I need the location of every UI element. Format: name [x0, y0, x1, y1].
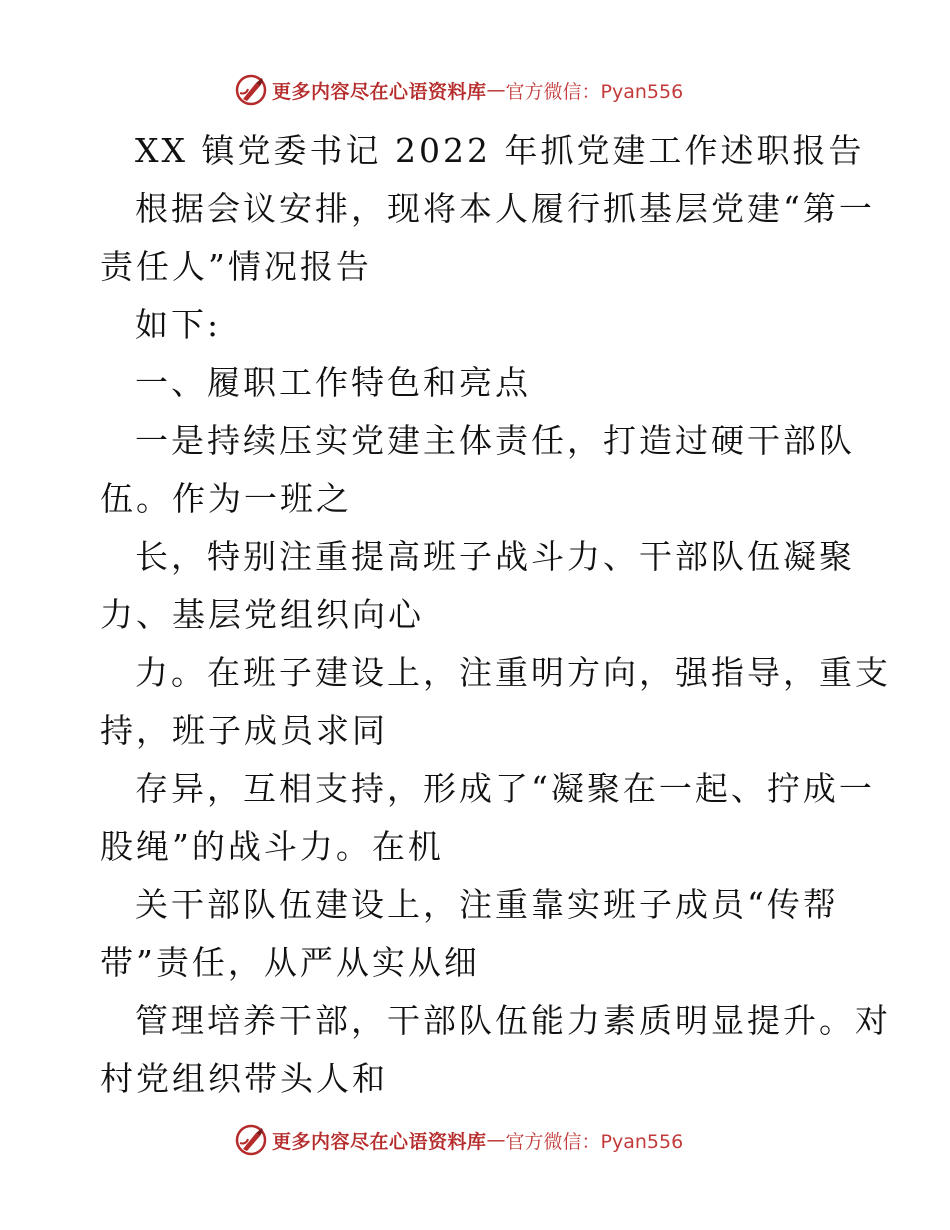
quill-pen-logo-icon	[234, 73, 268, 107]
text-line: 带”责任，从严从实从细	[100, 943, 480, 982]
text-line: 伍。作为一班之	[100, 479, 352, 518]
text-line: 根据会议安排，现将本人履行抓基层党建“第一	[135, 189, 875, 228]
banner-separator: —	[486, 1129, 506, 1151]
text-line: 一、履职工作特色和亮点	[135, 363, 531, 402]
text-line: 关干部队伍建设上，注重靠实班子成员“传帮	[135, 885, 839, 924]
text-line: 股绳”的战斗力。在机	[100, 827, 444, 866]
text-line: 村党组织带头人和	[100, 1059, 388, 1098]
text-line: 力、基层党组织向心	[100, 595, 424, 634]
text-line: 管理培养干部，干部队伍能力素质明显提升。对	[135, 1001, 891, 1040]
text-line: 一是持续压实党建主体责任，打造过硬干部队	[135, 421, 855, 460]
header-banner	[234, 70, 683, 110]
text-line: 存异，互相支持，形成了“凝聚在一起、拧成一	[135, 769, 875, 808]
banner-wechat: 官方微信：Pyan556	[505, 80, 684, 103]
banner-wechat: 官方微信：Pyan556	[505, 1130, 684, 1153]
footer-banner	[234, 1120, 683, 1160]
text-line: 长，特别注重提高班子战斗力、干部队伍凝聚	[135, 537, 855, 576]
banner-title: 更多内容尽在心语资料库	[272, 80, 487, 103]
text-line: 持，班子成员求同	[100, 711, 388, 750]
quill-pen-logo-icon	[234, 1123, 268, 1157]
text-line: 责任人”情况报告	[100, 247, 372, 286]
document-body	[100, 122, 891, 1108]
document-title: XX 镇党委书记 2022 年抓党建工作述职报告	[135, 131, 865, 170]
banner-title: 更多内容尽在心语资料库	[272, 1130, 487, 1153]
banner-separator: —	[486, 79, 506, 101]
text-line: 如下:	[135, 305, 222, 344]
text-line: 力。在班子建设上，注重明方向，强指导，重支	[135, 653, 891, 692]
